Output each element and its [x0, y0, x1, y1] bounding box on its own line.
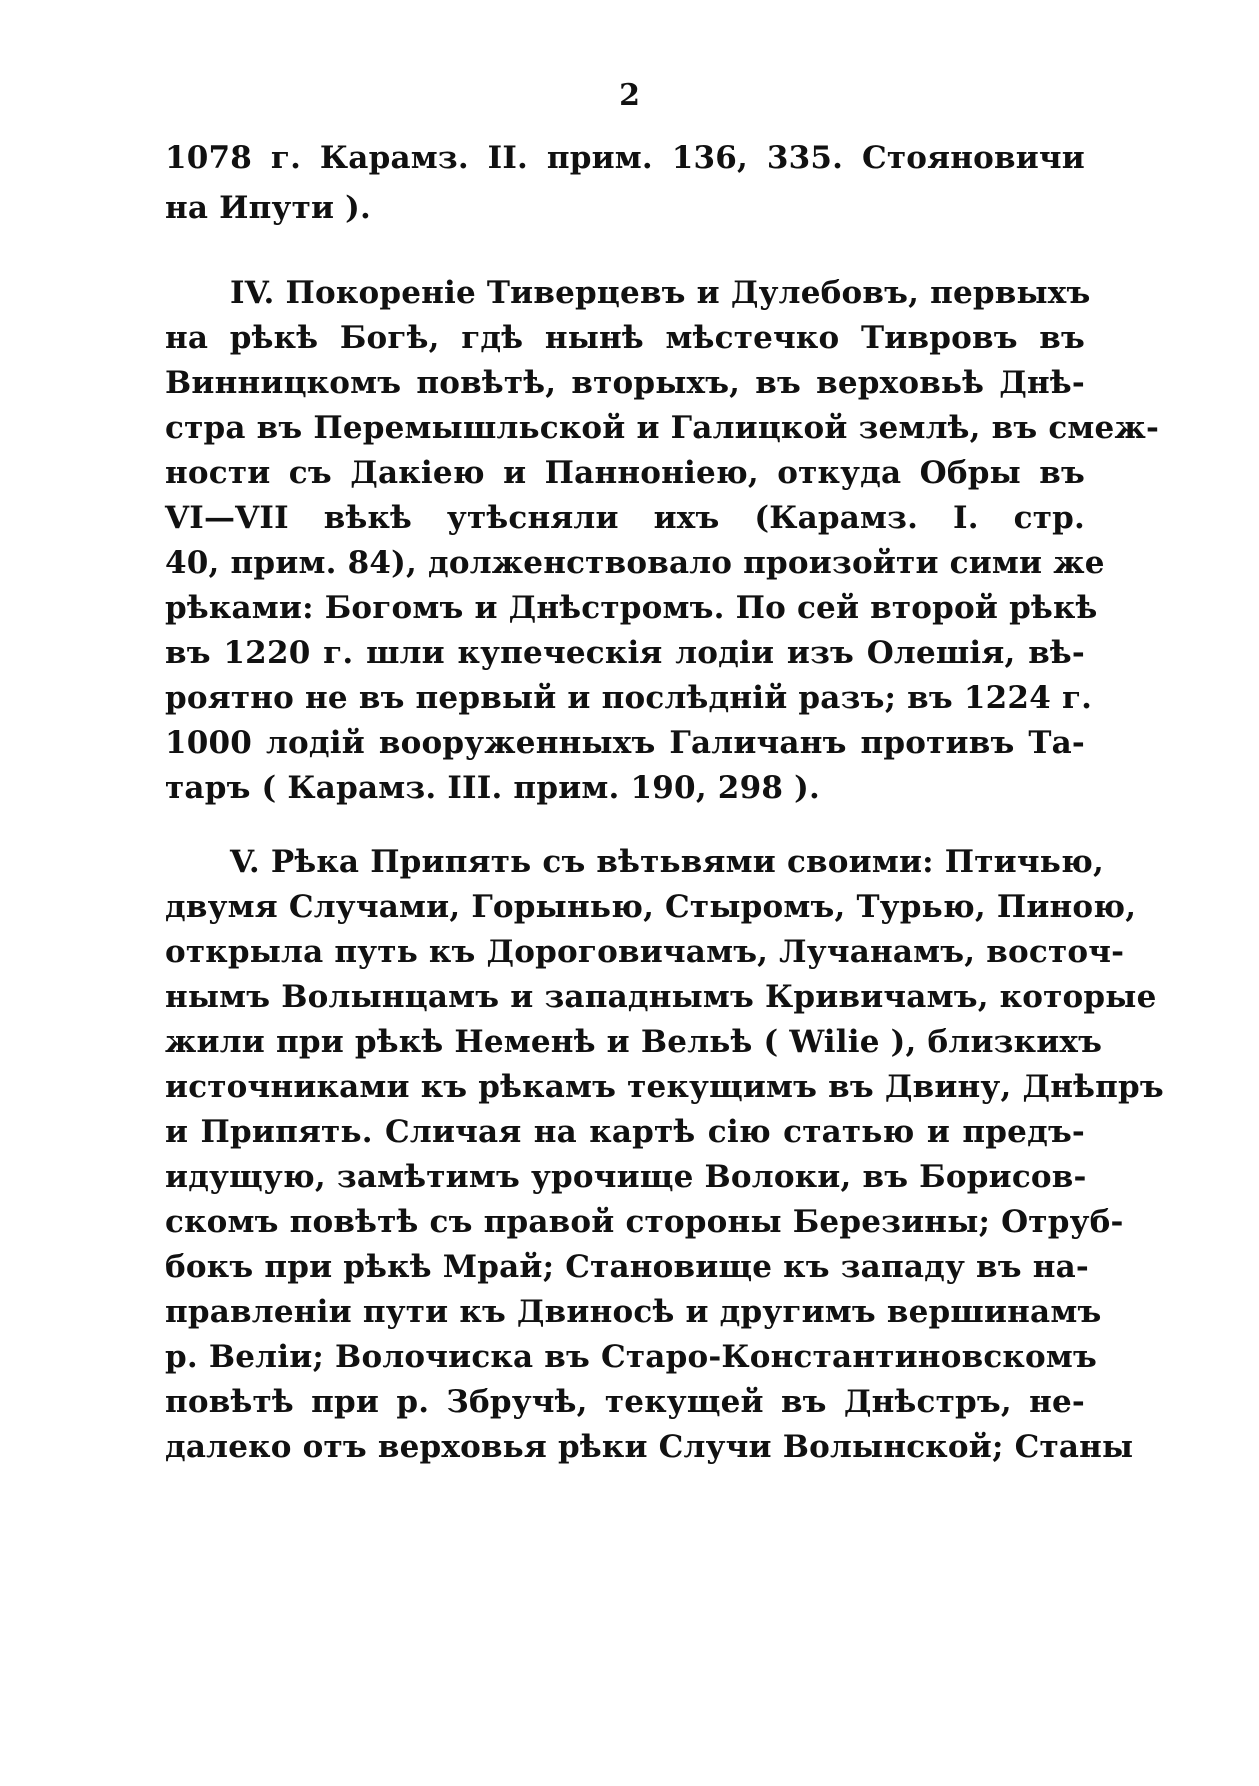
- text-line: 40, прим. 84), долженствовало произойти сими же: [165, 545, 1105, 581]
- text-line: ности съ Дакіею и Панноніею, откуда Обры въ: [165, 455, 1085, 491]
- text-line: стра въ Перемышльской и Галицкой землѣ, въ смеж-: [165, 410, 1160, 446]
- text-line: на рѣкѣ Богѣ, гдѣ нынѣ мѣстечко Тивровъ въ: [165, 320, 1085, 356]
- text-line: 1078 г. Карамз. II. прим. 136, 335. Стояновичи: [165, 140, 1085, 176]
- text-line: правленіи пути къ Двиносѣ и другимъ вершинамъ: [165, 1294, 1102, 1330]
- text-line: скомъ повѣтѣ съ правой стороны Березины; Отруб-: [165, 1204, 1124, 1240]
- text-line: рѣками: Богомъ и Днѣстромъ. По сей второй рѣкѣ: [165, 590, 1098, 626]
- text-line: VI—VII вѣкѣ утѣсняли ихъ (Карамз. I. стр.: [165, 500, 1085, 536]
- text-line: нымъ Волынцамъ и западнымъ Кривичамъ, которые: [165, 979, 1157, 1015]
- text-line: и Припять. Сличая на картѣ сію статью и предъ-: [165, 1114, 1085, 1150]
- text-line: бокъ при рѣкѣ Мрай; Становище къ западу въ на-: [165, 1249, 1090, 1285]
- text-line: таръ ( Карамз. III. прим. 190, 298 ).: [165, 770, 820, 806]
- text-line: далеко отъ верховья рѣки Случи Волынской; Станы: [165, 1429, 1134, 1465]
- text-line: на Ипути ).: [165, 190, 372, 226]
- text-line: повѣтѣ при р. Збручѣ, текущей въ Днѣстръ, не-: [165, 1384, 1085, 1420]
- text-line: источниками къ рѣкамъ текущимъ въ Двину, Днѣпръ: [165, 1069, 1164, 1105]
- text-line: двумя Случами, Горынью, Стыромъ, Турью, Пиною,: [165, 889, 1137, 925]
- text-line: роятно не въ первый и послѣдній разъ; въ 1224 г.: [165, 680, 1093, 716]
- text-line: Винницкомъ повѣтѣ, вторыхъ, въ верховьѣ Днѣ-: [165, 365, 1085, 401]
- text-line: 1000 лодій вооруженныхъ Галичанъ противъ Та-: [165, 725, 1085, 761]
- text-line: въ 1220 г. шли купеческія лодіи изъ Олешія, вѣ-: [165, 635, 1085, 671]
- text-line: р. Веліи; Волочиска въ Старо-Константиновскомъ: [165, 1339, 1097, 1375]
- text-line: жили при рѣкѣ Неменѣ и Вельѣ ( Wilie ), близкихъ: [165, 1024, 1103, 1060]
- text-line: идущую, замѣтимъ урочище Волоки, въ Борисов-: [165, 1159, 1087, 1195]
- text-line: открыла путь къ Дороговичамъ, Лучанамъ, восточ-: [165, 934, 1125, 970]
- text-line: V. Рѣка Припять съ вѣтьвями своими: Птичью,: [230, 844, 1104, 880]
- text-line: IV. Покореніе Тиверцевъ и Дулебовъ, первыхъ: [230, 275, 1091, 311]
- page-number: 2: [619, 78, 640, 113]
